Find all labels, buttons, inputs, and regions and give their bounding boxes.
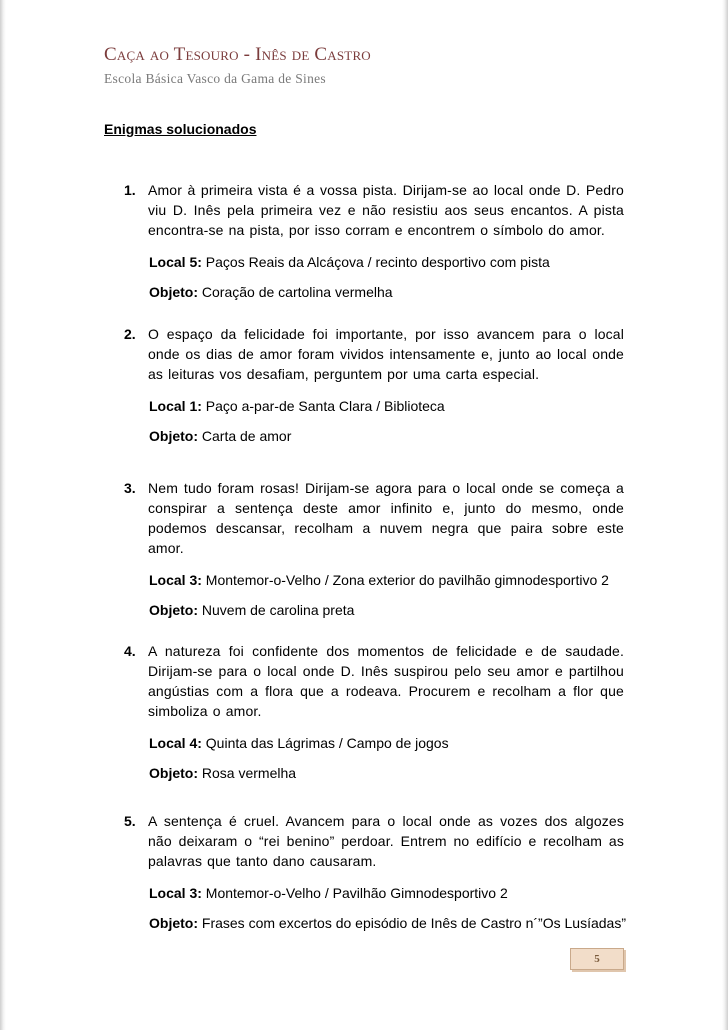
local-value: Montemor-o-Velho / Pavilhão Gimnodesportivo 2 [205, 885, 508, 901]
section-title: Enigmas solucionados [104, 121, 257, 137]
local-value: Paço a-par-de Santa Clara / Biblioteca [205, 398, 445, 414]
item-number: 4. [124, 643, 136, 659]
riddle-text: A sentença é cruel. Avancem para o local onde as vozes dos algozes não deixaram o “rei benino” perdoar. Entrem no edifício e recolham as palavras que tanto dano causaram. [148, 813, 624, 869]
local-line [148, 883, 624, 903]
riddle-text: O espaço da felicidade foi importante, por isso avancem para o local onde os dias de amor foram vividos intensamente e, junto ao local onde as leituras vos desafiam, perguntem por uma carta especial. [148, 326, 624, 382]
local-label: Local 3: [149, 572, 202, 588]
objeto-value: Rosa vermelha [201, 765, 297, 781]
riddle-list [124, 180, 624, 933]
document-title: Caça ao Tesouro - Inês de Castro [104, 44, 371, 65]
local-value: Montemor-o-Velho / Zona exterior do pavilhão gimnodesportivo 2 [205, 572, 609, 588]
local-line [148, 252, 624, 272]
riddle-item-5 [124, 811, 624, 933]
local-value: Quinta das Lágrimas / Campo de jogos [205, 735, 449, 751]
local-label: Local 3: [149, 885, 202, 901]
objeto-label: Objeto: [149, 428, 198, 444]
page-number-badge: 5 [570, 948, 624, 970]
local-label: Local 5: [149, 254, 202, 270]
objeto-line [148, 763, 624, 783]
objeto-line [148, 600, 624, 620]
local-line [148, 733, 624, 753]
local-value: Paços Reais da Alcáçova / recinto desportivo com pista [205, 254, 550, 270]
riddle-item-4 [124, 641, 624, 811]
riddle-item-2 [124, 324, 624, 478]
local-line [148, 396, 624, 416]
page-edge-right [722, 0, 728, 1030]
page-edge-left [0, 0, 6, 1030]
objeto-line [148, 426, 624, 446]
objeto-value: Nuvem de carolina preta [201, 602, 355, 618]
objeto-label: Objeto: [149, 765, 198, 781]
objeto-line [148, 913, 624, 933]
item-number: 1. [124, 182, 136, 198]
local-line [148, 570, 624, 590]
riddle-text: A natureza foi confidente dos momentos de felicidade e de saudade. Dirijam-se para o local onde D. Inês suspirou pelo seu amor e partilhou angústias com a flora que a rodeava. Procurem e recolham a flor que simboliza o amor. [148, 643, 624, 719]
objeto-label: Objeto: [149, 602, 198, 618]
riddle-text: Nem tudo foram rosas! Dirijam-se agora para o local onde se começa a conspirar a sentença deste amor infinito e, junto do mesmo, onde podemos descansar, recolham a nuvem negra que paira sobre este amor. [148, 480, 624, 556]
objeto-value: Coração de cartolina vermelha [201, 284, 393, 300]
objeto-value: Carta de amor [201, 428, 292, 444]
objeto-label: Objeto: [149, 284, 198, 300]
objeto-value: Frases com excertos do episódio de Inês de Castro n´”Os Lusíadas” [201, 915, 626, 931]
objeto-label: Objeto: [149, 915, 198, 931]
item-number: 5. [124, 813, 136, 829]
objeto-line [148, 282, 624, 302]
local-label: Local 4: [149, 735, 202, 751]
item-number: 3. [124, 480, 136, 496]
item-number: 2. [124, 326, 136, 342]
riddle-item-3 [124, 478, 624, 641]
riddle-item-1 [124, 180, 624, 324]
document-subtitle: Escola Básica Vasco da Gama de Sines [104, 71, 326, 86]
riddle-text: Amor à primeira vista é a vossa pista. Dirijam-se ao local onde D. Pedro viu D. Inês pela primeira vez e não resistiu aos seus encantos. A pista encontra-se na pista, por isso corram e encontrem o símbolo do amor. [148, 182, 624, 238]
local-label: Local 1: [149, 398, 202, 414]
